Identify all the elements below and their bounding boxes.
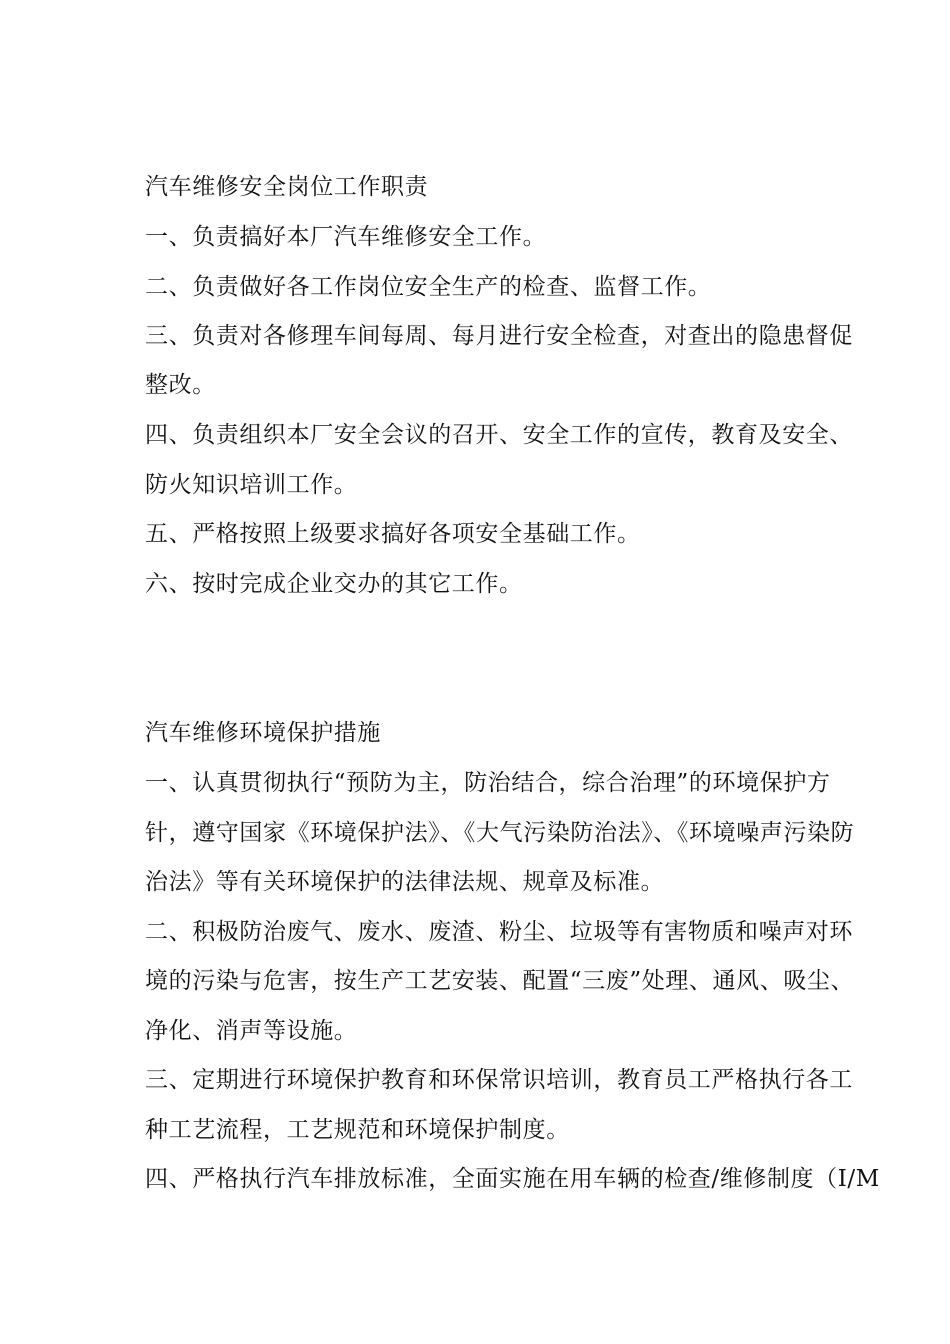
section-title-safety: 汽车维修安全岗位工作职责 (145, 174, 429, 200)
env-item-1-line-3: 治法》等有关环境保护的法律法规、规章及标准。 (145, 869, 665, 895)
safety-item-1: 一、负责搞好本厂汽车维修安全工作。 (145, 224, 547, 250)
env-item-3-line-2: 种工艺流程，工艺规范和环境保护制度。 (145, 1117, 570, 1143)
env-item-3-line-1: 三、定期进行环境保护教育和环保常识培训，教育员工严格执行各工 (145, 1067, 853, 1093)
env-item-1-line-2: 针，遵守国家《环境保护法》、《大气污染防治法》、《环境噪声污染防 (145, 820, 855, 846)
env-item-2-line-2: 境的污染与危害，按生产工艺安装、配置“三废”处理、通风、吸尘、 (145, 968, 855, 994)
env-item-1-line-1: 一、认真贯彻执行“预防为主，防治结合，综合治理”的环境保护方 (145, 770, 831, 796)
safety-item-4-line-2: 防火知识培训工作。 (145, 472, 358, 498)
safety-item-6: 六、按时完成企业交办的其它工作。 (145, 571, 523, 597)
safety-item-5: 五、严格按照上级要求搞好各项安全基础工作。 (145, 521, 641, 547)
safety-item-2: 二、负责做好各工作岗位安全生产的检查、监督工作。 (145, 274, 712, 300)
env-item-2-line-3: 净化、消声等设施。 (145, 1018, 358, 1044)
safety-item-3-line-1: 三、负责对各修理车间每周、每月进行安全检查，对查出的隐患督促 (145, 323, 853, 349)
safety-item-4-line-1: 四、负责组织本厂安全会议的召开、安全工作的宣传，教育及安全、 (145, 422, 853, 448)
env-item-4-line-1: 四、严格执行汽车排放标准，全面实施在用车辆的检查/维修制度（I/M (145, 1166, 880, 1192)
env-item-2-line-1: 二、积极防治废气、废水、废渣、粉尘、垃圾等有害物质和噪声对环 (145, 919, 853, 945)
safety-item-3-line-2: 整改。 (145, 372, 216, 398)
section-title-environment: 汽车维修环境保护措施 (145, 720, 381, 746)
